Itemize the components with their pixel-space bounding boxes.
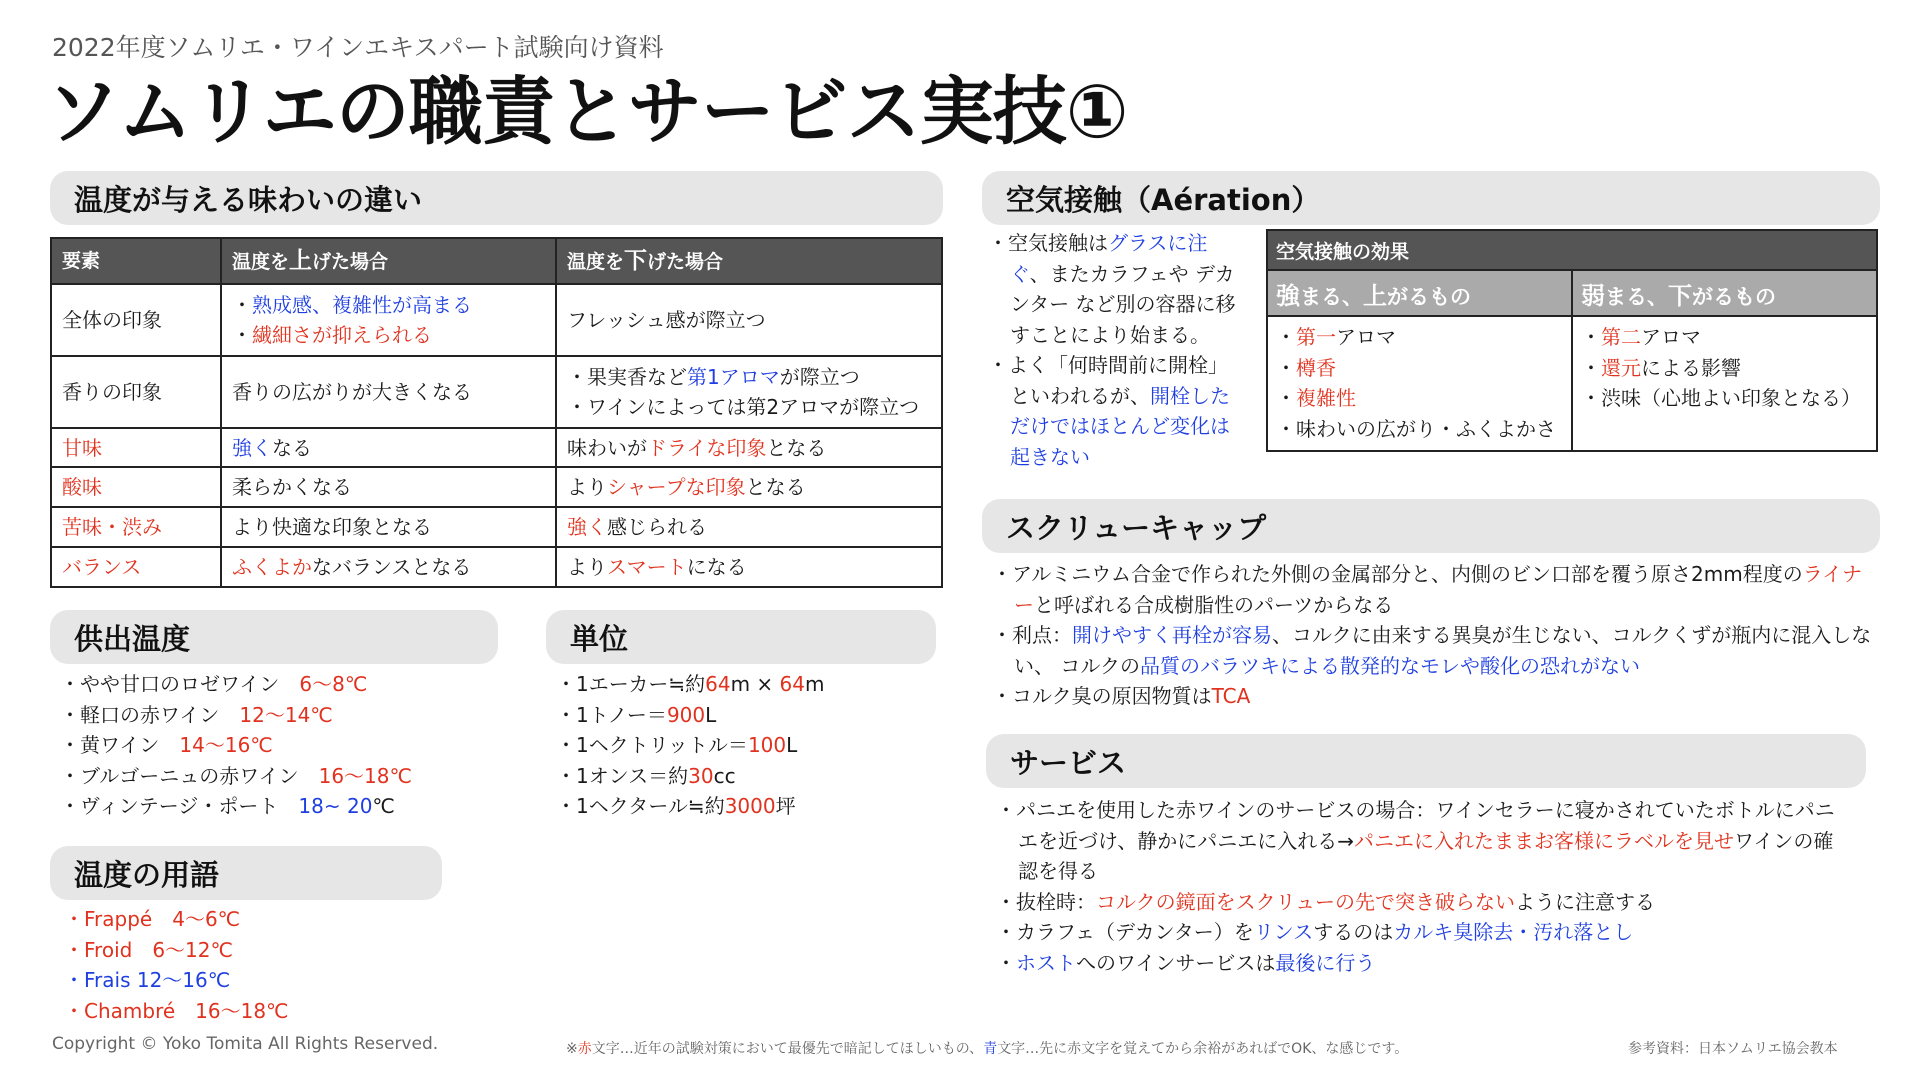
raise-cell: 香りの広がりが大きくなる <box>221 356 556 428</box>
list-item: ・1ヘクタール≒約3000坪 <box>556 794 796 818</box>
list-item: ・Frais 12～16℃ <box>64 968 231 992</box>
list-item: ・Frappé 4～6℃ <box>64 907 241 931</box>
raise-cell: 柔らかくなる <box>221 467 556 507</box>
lower-cell: よりシャープな印象となる <box>556 467 942 507</box>
aeration-effects-table <box>1266 229 1878 452</box>
units-list <box>556 669 824 822</box>
header-element: 要素 <box>51 238 221 284</box>
table-row <box>51 467 942 507</box>
aeration-text <box>988 228 1238 472</box>
raise-cell: 強くなる <box>221 428 556 467</box>
reference: 参考資料：日本ソムリエ協会教本 <box>1628 1041 1838 1057</box>
copyright: Copyright © Yoko Tomita All Rights Reserved. <box>52 1034 439 1054</box>
list-item: ・抜栓時：コルクの鏡面をスクリューの先で突き破らないように注意する <box>996 889 1655 914</box>
list-item: ・Chambré 16～18℃ <box>64 998 289 1023</box>
list-item: ・よく「何時間前に開栓」といわれるが、開栓しただけではほとんど変化は起きない <box>988 353 1230 469</box>
row-label: 香りの印象 <box>51 356 221 428</box>
temperature-terms-list <box>64 904 289 1026</box>
list-item: ・軽口の赤ワイン 12～14℃ <box>60 702 333 727</box>
section-heading-screwcap: スクリューキャップ <box>982 499 1880 553</box>
list-item: ・1オンス＝約30cc <box>556 763 736 788</box>
lower-cell: 味わいがドライな印象となる <box>556 428 942 467</box>
page-title: ソムリエの職責とサービス実技① <box>46 69 1128 155</box>
list-item: ・1トノー＝900L <box>556 702 717 727</box>
list-item: ・コルク臭の原因物質はTCA <box>992 684 1251 708</box>
serving-temperature-list <box>60 669 412 822</box>
lower-cell: ・果実香など第1アロマが際立つ ・ワインによっては第2アロマが際立つ <box>556 356 942 428</box>
lower-cell: 強く感じられる <box>556 507 942 547</box>
header-increase: 強まる、上がるもの <box>1267 270 1572 316</box>
table-header-row <box>1267 230 1877 270</box>
table-row <box>1267 316 1877 451</box>
row-label: 全体の印象 <box>51 284 221 356</box>
subtitle: 2022年度ソムリエ・ワインエキスパート試験向け資料 <box>52 33 664 62</box>
row-label: 甘味 <box>51 428 221 467</box>
section-heading-aeration: 空気接触（Aération） <box>982 171 1880 225</box>
table-row <box>51 428 942 467</box>
list-item: ・利点：開けやすく再栓が容易、コルクに由来する異臭が生じない、コルクくずが瓶内に混入しない、 コルクの品質のバラツキによる散発的なモレや酸化の恐れがない <box>992 623 1872 678</box>
raise-cell: より快適な印象となる <box>221 507 556 547</box>
section-heading-service: サービス <box>986 734 1866 788</box>
list-item: ・Froid 6～12℃ <box>64 937 233 962</box>
list-item: ・アルミニウム合金で作られた外側の金属部分と、内側のビン口部を覆う原さ2mm程度のライナーと呼ばれる合成樹脂性のパーツからなる <box>992 562 1863 617</box>
temperature-effects-table <box>50 237 943 588</box>
increase-cell: ・第一アロマ ・樽香 ・複雑性 ・味わいの広がり・ふくよかさ <box>1267 316 1572 451</box>
raise-cell: ふくよかなバランスとなる <box>221 547 556 587</box>
list-item: ・1エーカー≒約64m × 64m <box>556 672 825 696</box>
row-label: バランス <box>51 547 221 587</box>
section-heading-serving-temperature: 供出温度 <box>50 610 498 664</box>
table-header-row <box>51 238 942 284</box>
lower-cell: よりスマートになる <box>556 547 942 587</box>
row-label: 苦味・渋み <box>51 507 221 547</box>
row-label: 酸味 <box>51 467 221 507</box>
section-heading-temperature-terms: 温度の用語 <box>50 846 442 900</box>
screwcap-text <box>992 559 1872 712</box>
header-lower: 温度を下げた場合 <box>556 238 942 284</box>
list-item: ・パニエを使用した赤ワインのサービスの場合：ワインセラーに寝かされていたボトルにパニエを近づけ、静かにパニエに入れる→パニエに入れたままお客様にラベルを見せワインの確認を得る <box>996 798 1835 883</box>
list-item: ・空気接触はグラスに注ぐ、またカラフェや デカンター など別の容器に移すことにより始まる。 <box>988 231 1236 347</box>
header-raise: 温度を上げた場合 <box>221 238 556 284</box>
table-row <box>51 507 942 547</box>
list-item: ・やや甘口のロゼワイン 6～8℃ <box>60 672 368 696</box>
color-legend-note: ※赤文字…近年の試験対策において最優先で暗記してほしいもの、青文字…先に赤文字を覚えてから余裕があればでOK、な感じです。 <box>566 1041 1409 1057</box>
table-header-row <box>1267 270 1877 316</box>
list-item: ・ヴィンテージ・ポート 18~ 20℃ <box>60 794 395 818</box>
section-heading-units: 単位 <box>546 610 936 664</box>
list-item: ・カラフェ（デカンター）をリンスするのはカルキ臭除去・汚れ落とし <box>996 920 1634 944</box>
list-item: ・1ヘクトリットル＝100L <box>556 733 798 757</box>
raise-cell: ・熟成感、複雑性が高まる ・繊細さが抑えられる <box>221 284 556 356</box>
table-title: 空気接触の効果 <box>1267 230 1877 270</box>
list-item: ・ブルゴーニュの赤ワイン 16～18℃ <box>60 763 412 788</box>
table-row <box>51 547 942 587</box>
section-heading-temperature-effects: 温度が与える味わいの違い <box>50 171 943 225</box>
list-item: ・黄ワイン 14～16℃ <box>60 733 273 757</box>
lower-cell: フレッシュ感が際立つ <box>556 284 942 356</box>
service-text <box>996 795 1852 978</box>
table-row <box>51 284 942 356</box>
decrease-cell: ・第二アロマ ・還元による影響 ・渋味（心地よい印象となる） <box>1572 316 1877 451</box>
header-decrease: 弱まる、下がるもの <box>1572 270 1877 316</box>
list-item: ・ホストへのワインサービスは最後に行う <box>996 950 1376 975</box>
table-row <box>51 356 942 428</box>
